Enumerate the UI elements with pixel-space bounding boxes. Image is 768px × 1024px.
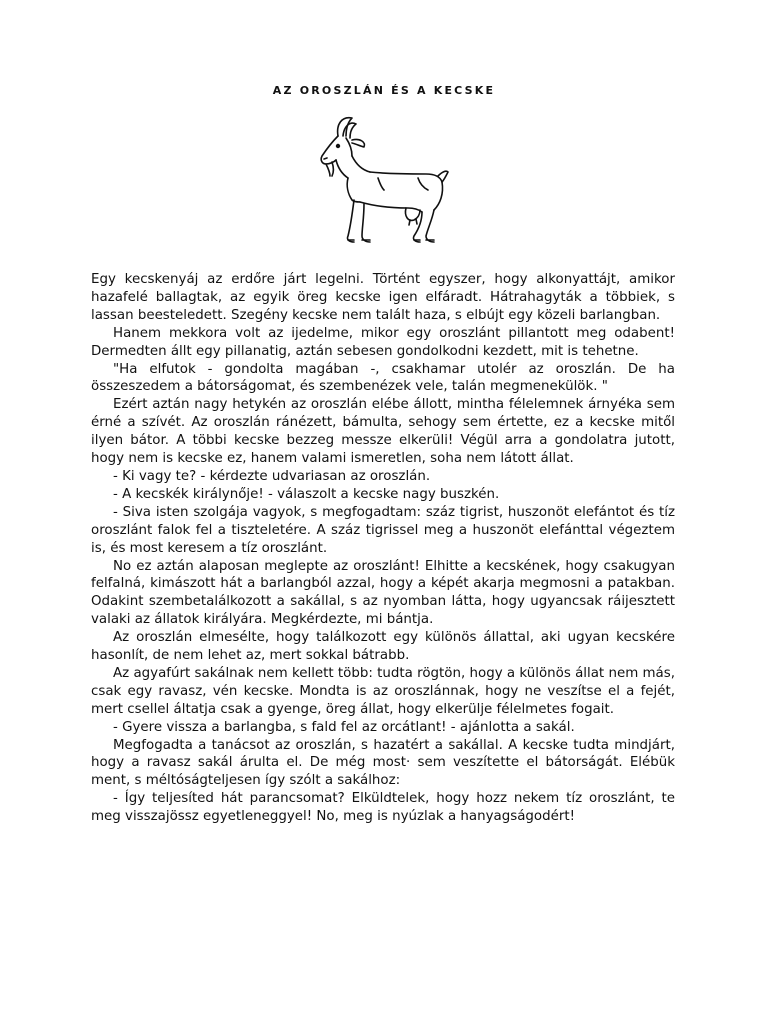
paragraph: Hanem mekkora volt az ijedelme, mikor egy oroszlánt pillantott meg odabent! Dermedten állt egy pillanatig, aztán sebesen gondolkodni kezdett, mit is tehetne. bbox=[91, 325, 675, 359]
paragraph: Egy kecskenyáj az erdőre járt legelni. Történt egyszer, hogy alkonyattájt, amikor hazafelé ballagtak, az egyik öreg kecske igen elfáradt. Hátrahagyták a többiek, s lassan beesteledett. Szegény kecske nem talált haza, s elbújt egy közeli barlangban. bbox=[91, 272, 675, 323]
paragraph: - Gyere vissza a barlangba, s fald fel az orcátlant! - ajánlotta a sakál. bbox=[113, 719, 575, 735]
paragraph: - Így teljesíted hát parancsomat? Elküldtelek, hogy hozz nekem tíz oroszlánt, te meg visszajössz egyetleneggyel! No, meg is nyúzlak a hanyagságodért! bbox=[91, 791, 675, 825]
story-text bbox=[91, 271, 675, 826]
paragraph: "Ha elfutok - gondolta magában -, csakhamar utolér az oroszlán. De ha összeszedem a bátorságomat, és szembenézek vele, talán megmenekülök. " bbox=[91, 361, 675, 395]
paragraph: - Siva isten szolgája vagyok, s megfogadtam: száz tigrist, huszonöt elefántot és tíz oroszlánt falok fel a tiszteletére. A száz tigrissel meg a huszonöt elefánttal végeztem is, és most keresem a tíz oroszlánt. bbox=[91, 504, 675, 556]
paragraph: Az agyafúrt sakálnak nem kellett több: tudta rögtön, hogy a különös állat nem más, csak egy ravasz, vén kecske. Mondta is az oroszlánnak, hogy ne veszítse el a fejét, mert csellel áltatja csak a gyenge, öreg állat, hogy elkerülje félelmetes fogait. bbox=[91, 665, 675, 717]
paragraph: Megfogadta a tanácsot az oroszlán, s hazatért a sakállal. A kecske tudta mindjárt, hogy a ravasz sakál árulta el. De még most· sem veszítette el bátorságát. Elébük ment, s méltóságteljesen így szólt a sakálhoz: bbox=[91, 737, 675, 789]
paragraph: Ezért aztán nagy hetykén az oroszlán elébe állott, mintha félelemnek árnyéka sem érné a szívét. Az oroszlán ránézett, bámulta, sehogy sem értette, ez a kecske mitől ilyen bátor. A többi kecske bezzeg messze elkerüli! Végül arra a gondolatra jutott, hogy nem is kecske ez, hanem valami ismeretlen, soha nem látott állat. bbox=[91, 397, 675, 467]
paragraph: - A kecskék királynője! - válaszolt a kecske nagy buszkén. bbox=[113, 486, 500, 502]
paragraph: No ez aztán alaposan meglepte az oroszlánt! Elhitte a kecskének, hogy csakugyan felfalná, kimászott hát a barlangból azzal, hogy a képét akarja megmosni a patakban. Odakint szembetalálkozott a sakállal, s az nyomban látta, hogy ugyancsak ráijesztett valaki az állatok királyára. Megkérdezte, mi bántja. bbox=[91, 558, 675, 628]
page-title: AZ OROSZLÁN ÉS A KECSKE bbox=[272, 84, 496, 97]
paragraph: - Ki vagy te? - kérdezte udvariasan az oroszlán. bbox=[113, 468, 431, 484]
goat-illustration-icon bbox=[308, 112, 458, 254]
paragraph: Az oroszlán elmesélte, hogy találkozott egy különös állattal, aki ugyan kecskére hasonlít, de nem lehet az, mert sokkal bátrabb. bbox=[91, 630, 675, 664]
